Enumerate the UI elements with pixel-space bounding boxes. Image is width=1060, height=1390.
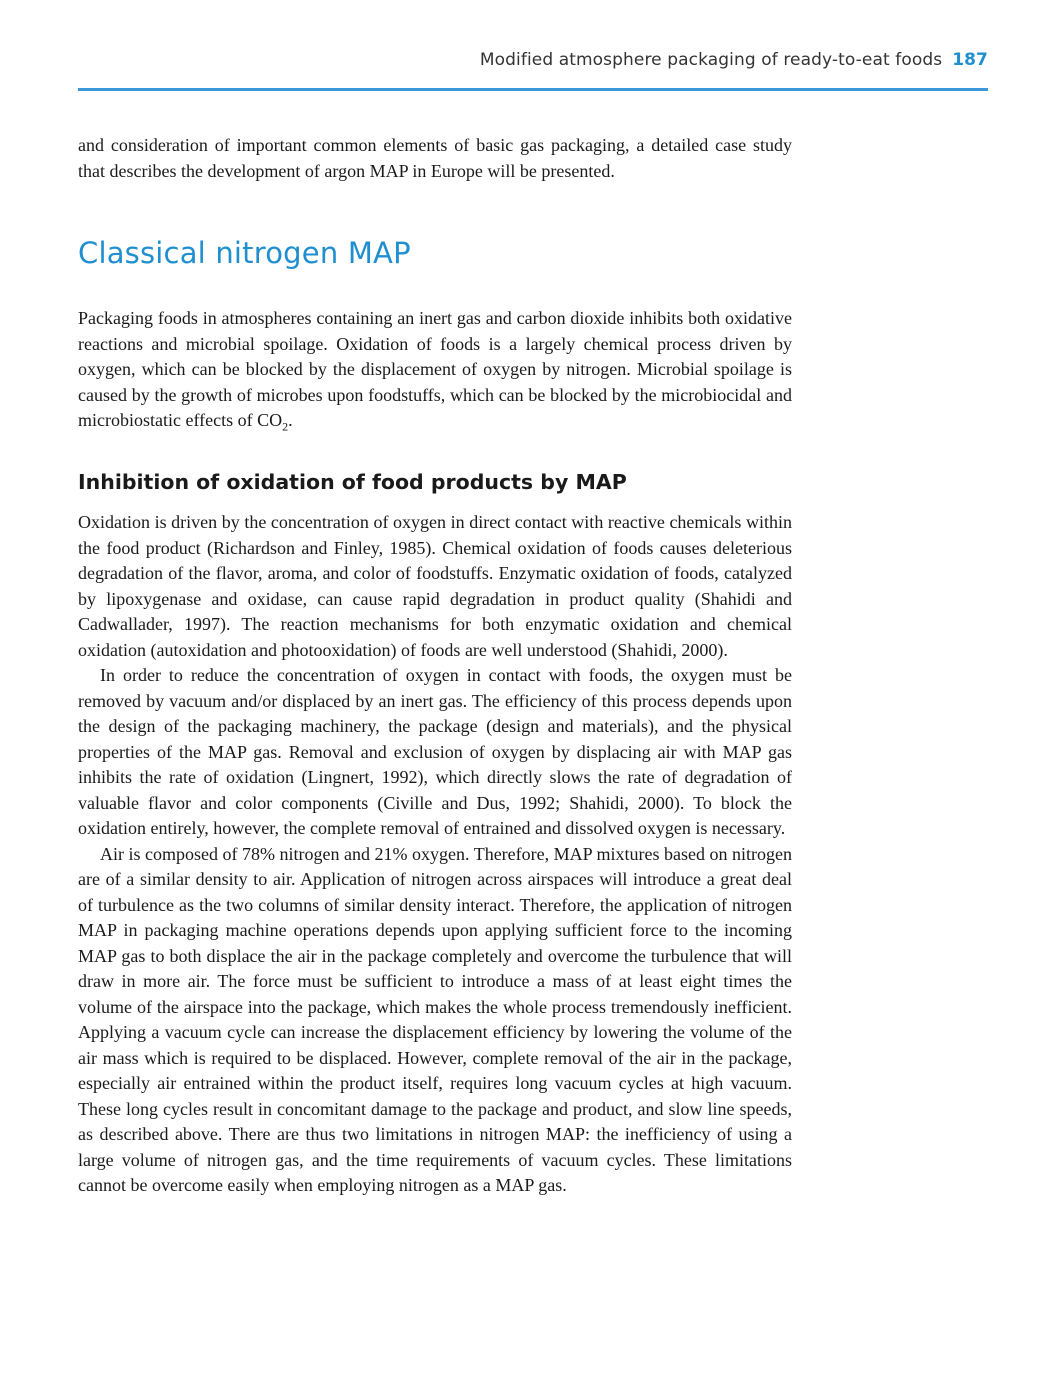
page-number: 187 <box>952 50 988 70</box>
subsection-paragraph: In order to reduce the concentration of oxygen in contact with foods, the oxygen must be removed by vacuum and/or displaced by an inert gas. The efficiency of this process depends upon the design of the packaging machinery, the package (design and materials), and the physical properties of the MAP gas. Removal and exclusion of oxygen by displacing air with MAP gas inhibits the rate of oxidation (Lingnert, 1992), which directly slows the rate of degradation of valuable flavor and color components (Civille and Dus, 1992; Shahidi, 2000). To block the oxidation entirely, however, the complete removal of entrained and dissolved oxygen is necessary. <box>78 665 792 838</box>
section-title: Classical nitrogen MAP <box>78 236 411 270</box>
intro-paragraph <box>78 133 792 184</box>
section-paragraph-text <box>78 306 792 434</box>
running-title: Modified atmosphere packaging of ready-to-eat foods <box>479 50 943 70</box>
header-rule <box>78 88 988 91</box>
subsection-body <box>78 510 792 1199</box>
section-paragraph-end: . <box>288 410 293 430</box>
intro-text: and consideration of important common elements of basic gas packaging, a detailed case study that describes the development of argon MAP in Europe will be presented. <box>78 135 792 181</box>
co2-subscript: 2 <box>282 419 289 434</box>
section-paragraph <box>78 306 792 434</box>
subsection-paragraph: Air is composed of 78% nitrogen and 21% oxygen. Therefore, MAP mixtures based on nitrogen are of a similar density to air. Application of nitrogen across airspaces will introduce a great deal of turbulence as the two columns of similar density interact. Therefore, the application of nitrogen MAP in packaging machine operations depends upon applying sufficient force to the incoming MAP gas to both displace the air in the package completely and overcome the turbulence that will draw in more air. The force must be sufficient to introduce a mass of at least eight times the volume of the airspace into the package, which makes the whole process tremendously inefficient. Applying a vacuum cycle can increase the displacement efficiency by lowering the volume of the air mass which is required to be displaced. However, complete removal of the air in the package, especially air entrained within the product itself, requires long vacuum cycles at high vacuum. These long cycles result in concomitant damage to the package and product, and slow line speeds, as described above. There are thus two limitations in nitrogen MAP: the inefficiency of using a large volume of nitrogen gas, and the time requirements of vacuum cycles. These limitations cannot be overcome easily when employing nitrogen as a MAP gas. <box>78 843 792 1195</box>
running-head <box>78 50 988 70</box>
subsection-title: Inhibition of oxidation of food products by MAP <box>78 470 627 494</box>
section-paragraph-main: Packaging foods in atmospheres containing an inert gas and carbon dioxide inhibits both oxidative reactions and microbial spoilage. Oxidation of foods is a largely chemical process driven by oxygen, which can be blocked by the displacement of oxygen by nitrogen. Microbial spoilage is caused by the growth of microbes upon foodstuffs, which can be blocked by the microbiocidal and microbiostatic effects of CO <box>78 308 792 430</box>
subsection-paragraph: Oxidation is driven by the concentration of oxygen in direct contact with reactive chemicals within the food product (Richardson and Finley, 1985). Chemical oxidation of foods causes deleterious degradation of the flavor, aroma, and color of foodstuffs. Enzymatic oxidation of foods, catalyzed by lipoxygenase and oxidase, can cause rapid degradation in product quality (Shahidi and Cadwallader, 1997). The reaction mechanisms for both enzymatic oxidation and chemical oxidation (autoxidation and photooxidation) of foods are well understood (Shahidi, 2000). <box>78 512 792 660</box>
